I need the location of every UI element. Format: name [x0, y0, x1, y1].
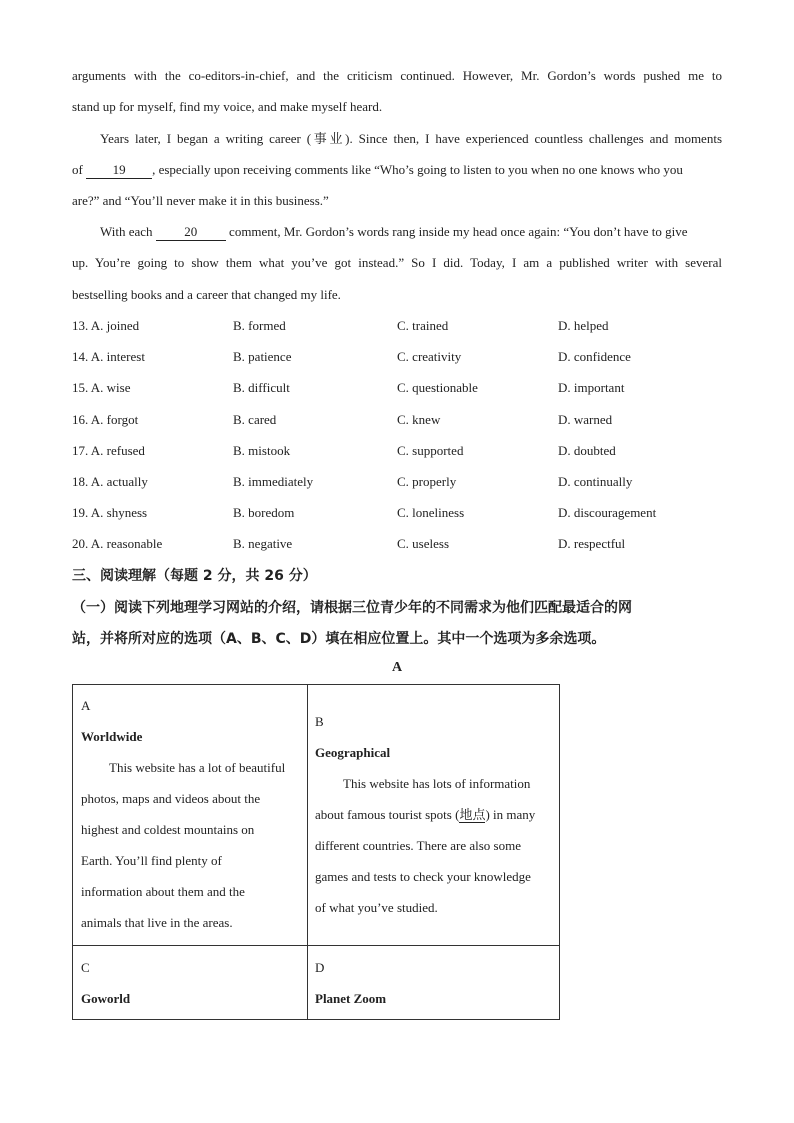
passage-text: With each: [100, 224, 153, 239]
website-desc: This website has lots of information: [343, 776, 531, 791]
option-b: B. formed: [233, 318, 286, 333]
website-desc: photos, maps and videos about the: [81, 791, 261, 806]
option-row: [72, 410, 722, 430]
option-c: C. useless: [397, 536, 449, 552]
option-d: D. confidence: [558, 349, 631, 365]
website-desc: [315, 799, 552, 830]
desc-underlined: 地点: [459, 807, 486, 822]
website-desc: information about them and the: [81, 884, 245, 899]
option-d: D. continually: [558, 474, 633, 489]
option-d: D. warned: [558, 411, 613, 427]
option-c: C. creativity: [397, 349, 462, 365]
option-row: [72, 347, 722, 367]
website-name: Goworld: [81, 991, 131, 1006]
passage-text: of: [72, 162, 83, 177]
option-row: [72, 441, 722, 461]
option-c: C. trained: [397, 318, 449, 333]
option-a: 16. A. forgot: [72, 411, 139, 427]
option-a: 18. A. actually: [72, 474, 148, 489]
option-a: 14. A. interest: [72, 349, 145, 365]
option-d: D. important: [558, 380, 625, 396]
option-b: B. difficult: [233, 380, 290, 396]
option-row: [72, 534, 722, 554]
option-c: C. knew: [397, 411, 441, 427]
option-row: [72, 503, 722, 523]
option-a: 19. A. shyness: [72, 505, 148, 521]
option-b: B. boredom: [233, 505, 295, 521]
cell-b: [307, 706, 560, 923]
option-d: D. helped: [558, 318, 609, 333]
passage-text: , especially upon receiving comments like “Who’s going to listen to you when no one knows who you: [152, 162, 683, 177]
desc-text: ) in many: [485, 807, 536, 822]
passage-line: [72, 160, 722, 180]
website-name: Worldwide: [81, 729, 143, 744]
section-instruction: 站，并将所对应的选项（A、B、C、D）填在相应位置上。其中一个选项为多余选项。: [72, 631, 606, 647]
option-c: C. loneliness: [397, 505, 465, 521]
option-a: 20. A. reasonable: [72, 536, 163, 552]
part-label: A: [391, 660, 403, 675]
cell-c: [73, 952, 307, 1014]
option-a: 13. A. joined: [72, 318, 140, 333]
passage-line: bestselling books and a career that changed my life.: [72, 287, 341, 302]
option-a: 17. A. refused: [72, 442, 145, 458]
option-b: B. immediately: [233, 474, 314, 489]
option-c: C. properly: [397, 474, 457, 489]
option-b: B. patience: [233, 349, 292, 365]
desc-text: about famous tourist spots (: [315, 807, 460, 822]
passage-line: stand up for myself, find my voice, and make myself heard.: [72, 99, 383, 114]
section-title: 三、阅读理解（每题 2 分，共 26 分）: [72, 568, 317, 584]
option-letter: A: [81, 698, 91, 713]
cell-d: [307, 952, 560, 1014]
website-desc: of what you’ve studied.: [315, 900, 438, 915]
option-letter: C: [81, 960, 90, 975]
website-name: Geographical: [315, 745, 391, 760]
option-letter: B: [315, 714, 324, 729]
website-table: [72, 684, 560, 1020]
passage-line: up. You’re going to show them what you’ve got instead.” So I did. Today, I am a published writer with several: [72, 255, 722, 270]
website-desc: This website has a lot of beautiful: [109, 760, 286, 775]
passage-line: are?” and “You’ll never make it in this business.”: [72, 193, 329, 208]
option-b: B. negative: [233, 536, 293, 552]
option-row: [72, 472, 722, 492]
section-instruction: （一）阅读下列地理学习网站的介绍，请根据三位青少年的不同需求为他们匹配最适合的网: [72, 600, 632, 616]
option-b: B. cared: [233, 411, 277, 427]
website-name: Planet Zoom: [315, 991, 387, 1006]
website-desc: Earth. You’ll find plenty of: [81, 853, 222, 868]
option-c: C. questionable: [397, 380, 478, 396]
option-row: [72, 378, 722, 398]
table-divider: [73, 945, 559, 946]
passage-text: comment, Mr. Gordon’s words rang inside my head once again: “You don’t have to give: [229, 224, 688, 239]
option-letter: D: [315, 960, 325, 975]
option-c: C. supported: [397, 442, 464, 458]
option-b: B. mistook: [233, 442, 291, 458]
website-desc: different countries. There are also some: [315, 838, 521, 853]
option-d: D. discouragement: [558, 505, 657, 521]
option-a: 15. A. wise: [72, 380, 131, 396]
passage-line: [72, 222, 722, 242]
website-desc: highest and coldest mountains on: [81, 822, 255, 837]
website-desc: animals that live in the areas.: [81, 915, 233, 930]
option-d: D. doubted: [558, 442, 616, 458]
cell-a: [73, 690, 307, 938]
passage-line: arguments with the co-editors-in-chief, and the criticism continued. However, Mr. Gordon’s words pushed me to: [72, 68, 722, 83]
blank-19: 19: [86, 162, 152, 179]
option-d: D. respectful: [558, 536, 626, 552]
website-desc: games and tests to check your knowledge: [315, 869, 531, 884]
blank-20: 20: [156, 224, 226, 241]
option-row: [72, 316, 722, 336]
passage-line: Years later, I began a writing career (事业). Since then, I have experienced countless challenges and moments: [100, 131, 722, 146]
